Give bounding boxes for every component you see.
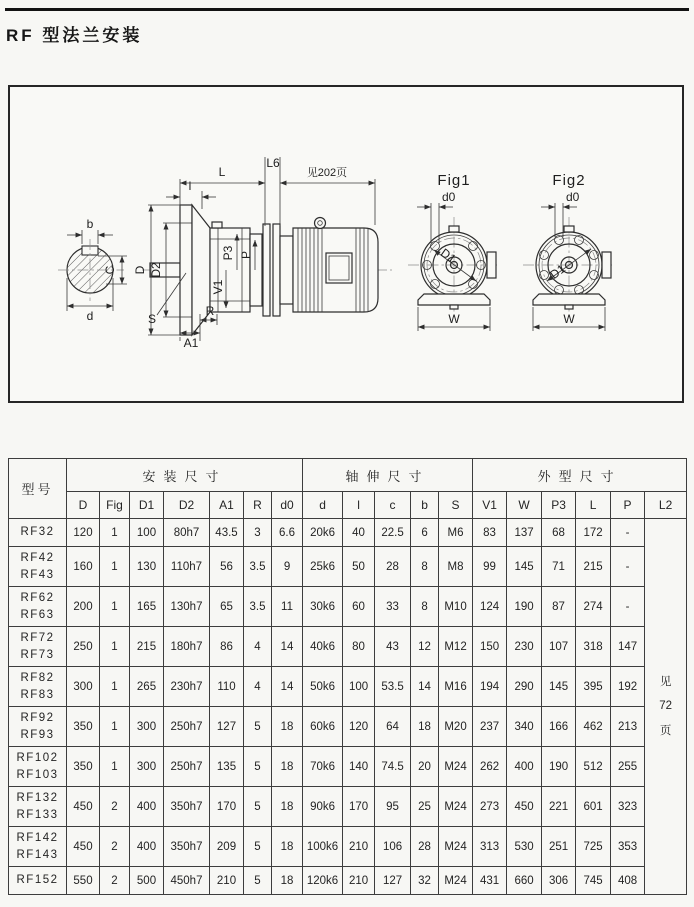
value-cell: 500	[130, 867, 164, 895]
value-cell: 313	[473, 827, 507, 867]
value-cell: 1	[100, 587, 130, 627]
value-cell: 65	[210, 587, 244, 627]
value-cell: 33	[375, 587, 411, 627]
value-cell: 100	[343, 667, 375, 707]
value-cell: M8	[439, 547, 473, 587]
group-header-row	[9, 459, 687, 492]
value-cell: 215	[576, 547, 611, 587]
column-header-d0: d0	[272, 492, 303, 519]
model-cell: RF132 RF133	[9, 787, 67, 827]
value-cell: 1	[100, 707, 130, 747]
value-cell: M6	[439, 519, 473, 547]
dim-label-W: W	[563, 312, 575, 326]
column-header-d: d	[303, 492, 343, 519]
value-cell: 124	[473, 587, 507, 627]
value-cell: 11	[272, 587, 303, 627]
value-cell: 4	[244, 667, 272, 707]
value-cell: 110h7	[164, 547, 210, 587]
value-cell: 300	[130, 707, 164, 747]
value-cell: 60	[343, 587, 375, 627]
value-cell: 1	[100, 627, 130, 667]
table-row	[9, 627, 687, 667]
value-cell: 99	[473, 547, 507, 587]
column-header-c: c	[375, 492, 411, 519]
table-row	[9, 667, 687, 707]
value-cell: 450	[67, 827, 100, 867]
dim-label-D1: D1	[547, 261, 568, 282]
table-row	[9, 547, 687, 587]
value-cell: 6	[411, 519, 439, 547]
technical-drawing	[10, 87, 682, 401]
value-cell: 431	[473, 867, 507, 895]
value-cell: 80	[343, 627, 375, 667]
value-cell: 3.5	[244, 547, 272, 587]
value-cell: 135	[210, 747, 244, 787]
value-cell: 83	[473, 519, 507, 547]
dim-label-l: l	[188, 179, 192, 193]
value-cell: 5	[244, 747, 272, 787]
subheader-row	[9, 492, 687, 519]
value-cell: 265	[130, 667, 164, 707]
value-cell: 210	[343, 867, 375, 895]
value-cell: 318	[576, 627, 611, 667]
value-cell: 350h7	[164, 787, 210, 827]
value-cell: 165	[130, 587, 164, 627]
value-cell: 137	[507, 519, 542, 547]
value-cell: 210	[210, 867, 244, 895]
fig2-view	[523, 172, 615, 331]
dim-label-P3: P3	[221, 245, 235, 261]
value-cell: 145	[542, 667, 576, 707]
model-cell: RF62 RF63	[9, 587, 67, 627]
value-cell: 210	[343, 827, 375, 867]
value-cell: 64	[375, 707, 411, 747]
dim-label-W: W	[448, 312, 460, 326]
value-cell: 14	[272, 627, 303, 667]
value-cell: 3	[244, 519, 272, 547]
value-cell: 20	[411, 747, 439, 787]
value-cell: 190	[542, 747, 576, 787]
dim-label-D1: D1	[438, 245, 459, 266]
value-cell: M16	[439, 667, 473, 707]
value-cell: 251	[542, 827, 576, 867]
value-cell: 1	[100, 747, 130, 787]
value-cell: 530	[507, 827, 542, 867]
shaft-section-view	[58, 217, 127, 323]
value-cell: -	[611, 519, 645, 547]
value-cell: 12	[411, 627, 439, 667]
value-cell: 127	[375, 867, 411, 895]
value-cell: 90k6	[303, 787, 343, 827]
value-cell: 462	[576, 707, 611, 747]
value-cell: 25k6	[303, 547, 343, 587]
value-cell: 190	[507, 587, 542, 627]
top-rule	[5, 8, 689, 11]
table-body	[9, 519, 687, 895]
value-cell: 5	[244, 787, 272, 827]
value-cell: 120k6	[303, 867, 343, 895]
value-cell: 86	[210, 627, 244, 667]
dim-label-d0: d0	[566, 190, 580, 204]
value-cell: 100	[130, 519, 164, 547]
value-cell: 209	[210, 827, 244, 867]
dim-label-S: S	[147, 312, 157, 326]
group-header-shaft: 轴伸尺寸	[303, 459, 473, 492]
value-cell: 400	[507, 747, 542, 787]
value-cell: 450h7	[164, 867, 210, 895]
dim-label-b: b	[86, 217, 94, 231]
value-cell: 408	[611, 867, 645, 895]
value-cell: 130h7	[164, 587, 210, 627]
column-header-R: R	[244, 492, 272, 519]
fig2-foot	[533, 294, 605, 305]
value-cell: 194	[473, 667, 507, 707]
value-cell: 512	[576, 747, 611, 787]
dim-label-see-page: 见202页	[306, 167, 348, 179]
value-cell: 1	[100, 519, 130, 547]
value-cell: 4	[244, 627, 272, 667]
value-cell: 230h7	[164, 667, 210, 707]
value-cell: 68	[542, 519, 576, 547]
column-header-V1: V1	[473, 492, 507, 519]
value-cell: 30k6	[303, 587, 343, 627]
column-header-L: L	[576, 492, 611, 519]
value-cell: 353	[611, 827, 645, 867]
value-cell: 300	[130, 747, 164, 787]
value-cell: 8	[411, 547, 439, 587]
value-cell: 6.6	[272, 519, 303, 547]
table-row	[9, 787, 687, 827]
value-cell: 1	[100, 547, 130, 587]
value-cell: 237	[473, 707, 507, 747]
group-header-outline: 外型尺寸	[473, 459, 687, 492]
value-cell: 306	[542, 867, 576, 895]
side-view	[133, 156, 392, 350]
value-cell: 14	[272, 667, 303, 707]
value-cell: 350	[67, 707, 100, 747]
value-cell: -	[611, 547, 645, 587]
fig1-title: Fig1	[437, 172, 471, 189]
value-cell: 200	[67, 587, 100, 627]
value-cell: 255	[611, 747, 645, 787]
value-cell: M24	[439, 787, 473, 827]
value-cell: 43	[375, 627, 411, 667]
eye-bolt-icon	[315, 218, 326, 229]
page-title: RF 型法兰安装	[6, 26, 143, 45]
value-cell: 18	[272, 707, 303, 747]
column-header-D2: D2	[164, 492, 210, 519]
value-cell: 145	[507, 547, 542, 587]
table-row	[9, 867, 687, 895]
dim-label-A1: A1	[183, 336, 199, 350]
table-row	[9, 519, 687, 547]
model-cell: RF42 RF43	[9, 547, 67, 587]
value-cell: 107	[542, 627, 576, 667]
value-cell: 221	[542, 787, 576, 827]
value-cell: 120	[67, 519, 100, 547]
value-cell: 53.5	[375, 667, 411, 707]
fig1-foot	[418, 294, 490, 305]
value-cell: 230	[507, 627, 542, 667]
column-header-P: P	[611, 492, 645, 519]
value-cell: 350h7	[164, 827, 210, 867]
column-header-S: S	[439, 492, 473, 519]
value-cell: 140	[343, 747, 375, 787]
value-cell: 100k6	[303, 827, 343, 867]
model-cell: RF72 RF73	[9, 627, 67, 667]
value-cell: 28	[411, 827, 439, 867]
value-cell: 395	[576, 667, 611, 707]
value-cell: 262	[473, 747, 507, 787]
value-cell: 25	[411, 787, 439, 827]
dim-label-C: C	[103, 265, 117, 275]
value-cell: 250h7	[164, 747, 210, 787]
value-cell: 170	[343, 787, 375, 827]
value-cell: 18	[272, 827, 303, 867]
dim-label-D: D	[133, 265, 147, 275]
dim-label-V1: V1	[211, 279, 225, 295]
value-cell: 660	[507, 867, 542, 895]
value-cell: 40	[343, 519, 375, 547]
value-cell: 450	[507, 787, 542, 827]
fig1-view	[408, 172, 500, 331]
table-row	[9, 827, 687, 867]
value-cell: -	[611, 587, 645, 627]
value-cell: 60k6	[303, 707, 343, 747]
table-row	[9, 747, 687, 787]
value-cell: 80h7	[164, 519, 210, 547]
value-cell: 215	[130, 627, 164, 667]
value-cell: M20	[439, 707, 473, 747]
value-cell: 300	[67, 667, 100, 707]
value-cell: 40k6	[303, 627, 343, 667]
value-cell: 290	[507, 667, 542, 707]
dim-label-L6: L6	[266, 156, 280, 170]
column-header-P3: P3	[542, 492, 576, 519]
column-header-b: b	[411, 492, 439, 519]
value-cell: 95	[375, 787, 411, 827]
fig2-title: Fig2	[552, 172, 586, 189]
value-cell: 273	[473, 787, 507, 827]
value-cell: 250	[67, 627, 100, 667]
value-cell: 725	[576, 827, 611, 867]
value-cell: 745	[576, 867, 611, 895]
model-column-header: 型号	[9, 459, 67, 519]
value-cell: M10	[439, 587, 473, 627]
value-cell: 50	[343, 547, 375, 587]
value-cell: 550	[67, 867, 100, 895]
column-header-D: D	[67, 492, 100, 519]
value-cell: 120	[343, 707, 375, 747]
value-cell: 147	[611, 627, 645, 667]
value-cell: 14	[411, 667, 439, 707]
value-cell: M24	[439, 747, 473, 787]
table-row	[9, 707, 687, 747]
value-cell: 110	[210, 667, 244, 707]
value-cell: 18	[272, 747, 303, 787]
value-cell: 3.5	[244, 587, 272, 627]
dimension-table	[8, 458, 687, 895]
value-cell: 323	[611, 787, 645, 827]
dim-label-d0: d0	[442, 190, 456, 204]
value-cell: 71	[542, 547, 576, 587]
model-cell: RF82 RF83	[9, 667, 67, 707]
value-cell: 450	[67, 787, 100, 827]
l2-note-cell: 见 72 页	[645, 519, 687, 895]
value-cell: 170	[210, 787, 244, 827]
column-header-D1: D1	[130, 492, 164, 519]
value-cell: 172	[576, 519, 611, 547]
value-cell: 601	[576, 787, 611, 827]
value-cell: 106	[375, 827, 411, 867]
value-cell: 340	[507, 707, 542, 747]
model-cell: RF152	[9, 867, 67, 895]
value-cell: 150	[473, 627, 507, 667]
value-cell: 9	[272, 547, 303, 587]
value-cell: 2	[100, 867, 130, 895]
value-cell: 5	[244, 827, 272, 867]
dim-label-P: P	[239, 250, 253, 260]
value-cell: 400	[130, 827, 164, 867]
value-cell: 28	[375, 547, 411, 587]
dim-label-L: L	[218, 165, 226, 179]
value-cell: 18	[272, 867, 303, 895]
column-header-l: l	[343, 492, 375, 519]
group-header-mounting: 安装尺寸	[67, 459, 303, 492]
value-cell: 1	[100, 667, 130, 707]
value-cell: 5	[244, 867, 272, 895]
value-cell: 5	[244, 707, 272, 747]
model-cell: RF92 RF93	[9, 707, 67, 747]
value-cell: 18	[411, 707, 439, 747]
dim-label-d: d	[86, 309, 94, 323]
dim-label-D2: D2	[149, 262, 163, 278]
value-cell: 32	[411, 867, 439, 895]
column-header-Fig: Fig	[100, 492, 130, 519]
value-cell: 20k6	[303, 519, 343, 547]
model-cell: RF102 RF103	[9, 747, 67, 787]
column-header-W: W	[507, 492, 542, 519]
oil-plug	[212, 222, 222, 228]
column-header-L2: L2	[645, 492, 687, 519]
value-cell: 400	[130, 787, 164, 827]
value-cell: 50k6	[303, 667, 343, 707]
value-cell: 166	[542, 707, 576, 747]
value-cell: 22.5	[375, 519, 411, 547]
value-cell: 192	[611, 667, 645, 707]
value-cell: 43.5	[210, 519, 244, 547]
value-cell: 56	[210, 547, 244, 587]
value-cell: 130	[130, 547, 164, 587]
value-cell: 87	[542, 587, 576, 627]
dim-label-R: R	[205, 304, 215, 318]
value-cell: 180h7	[164, 627, 210, 667]
value-cell: 70k6	[303, 747, 343, 787]
value-cell: M12	[439, 627, 473, 667]
value-cell: 160	[67, 547, 100, 587]
value-cell: 2	[100, 827, 130, 867]
value-cell: 8	[411, 587, 439, 627]
value-cell: 274	[576, 587, 611, 627]
value-cell: M24	[439, 827, 473, 867]
model-cell: RF32	[9, 519, 67, 547]
model-cell: RF142 RF143	[9, 827, 67, 867]
value-cell: 18	[272, 787, 303, 827]
value-cell: M24	[439, 867, 473, 895]
value-cell: 2	[100, 787, 130, 827]
value-cell: 74.5	[375, 747, 411, 787]
column-header-A1: A1	[210, 492, 244, 519]
diagram-box	[8, 85, 684, 403]
value-cell: 250h7	[164, 707, 210, 747]
table-row	[9, 587, 687, 627]
value-cell: 213	[611, 707, 645, 747]
value-cell: 127	[210, 707, 244, 747]
value-cell: 350	[67, 747, 100, 787]
